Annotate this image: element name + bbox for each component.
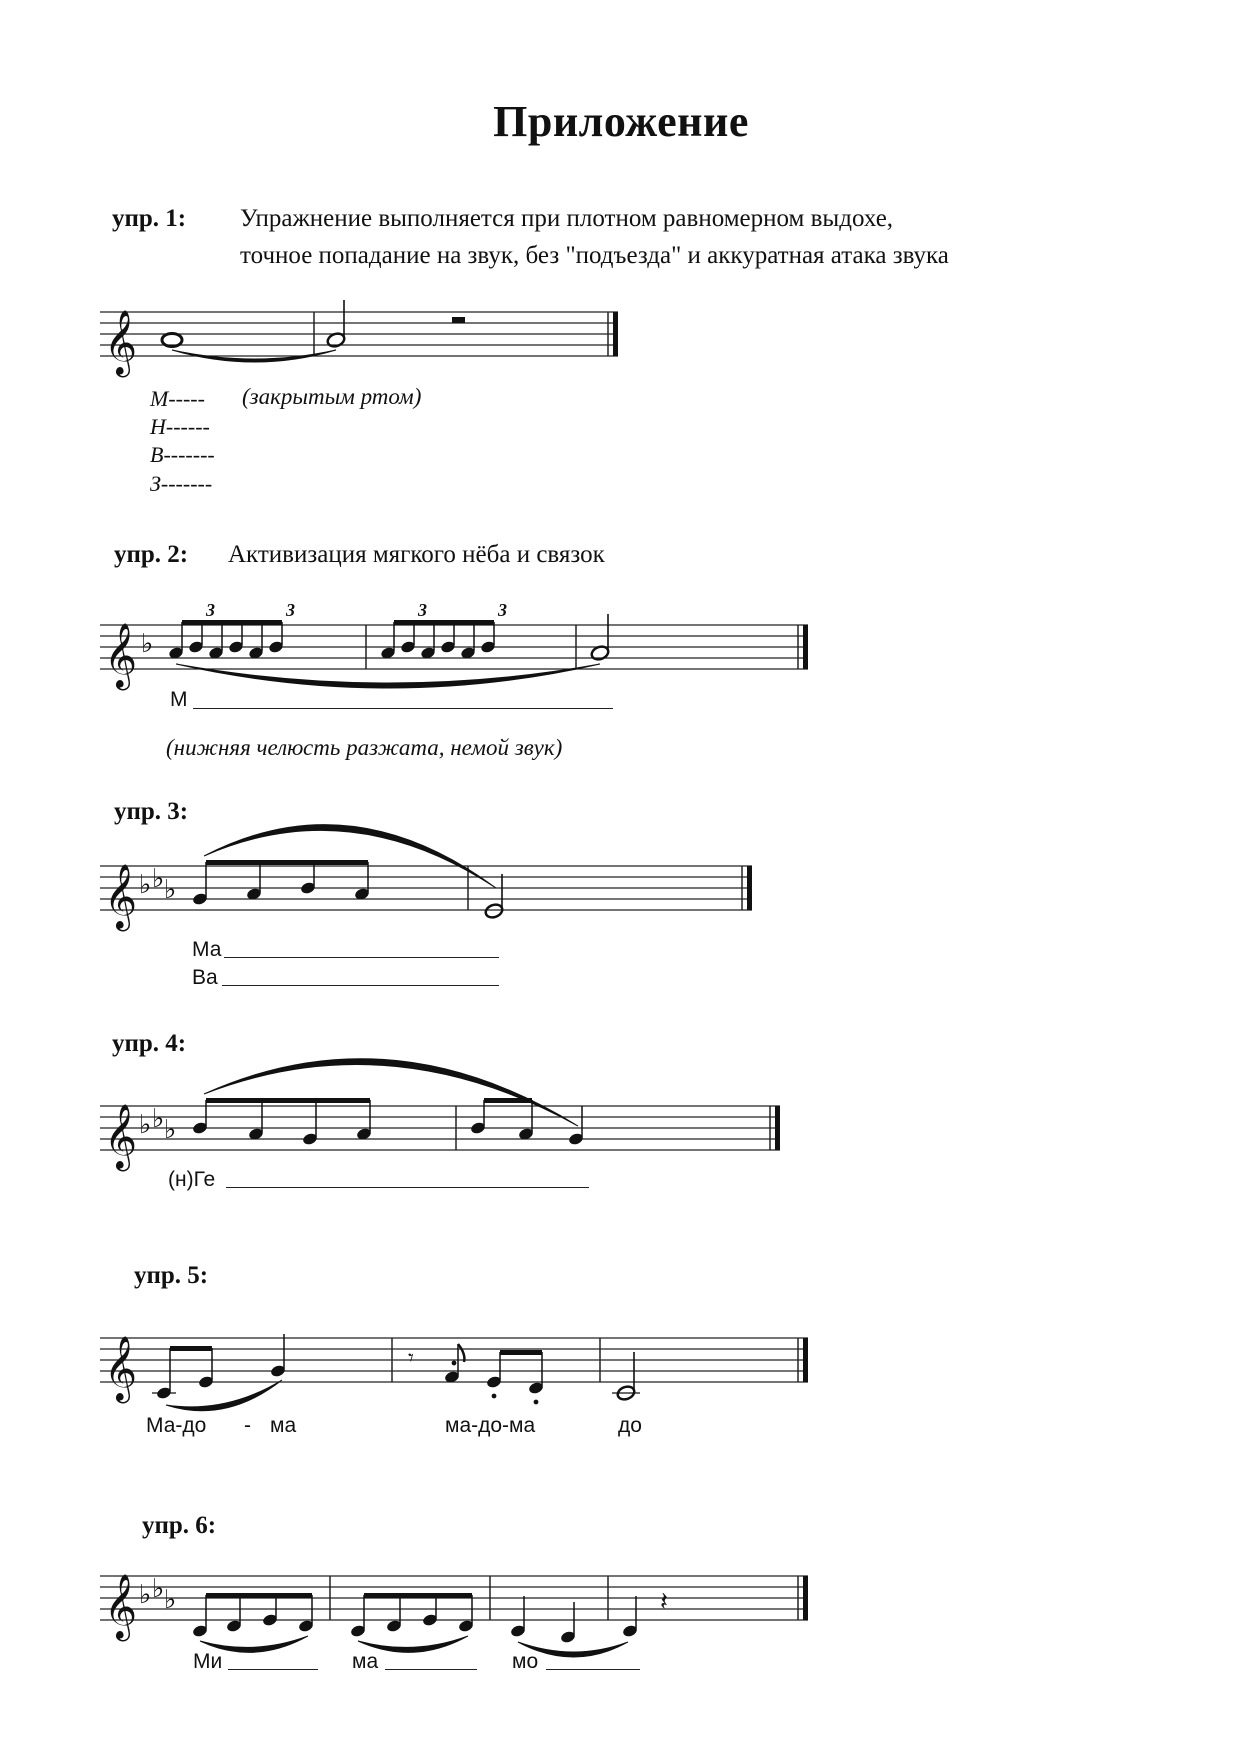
exercise-2-lyric: М (170, 688, 188, 711)
triplet-mark: 3 (206, 600, 215, 620)
exercise-5-lyric-do: до (618, 1414, 642, 1437)
svg-text:♭: ♭ (164, 875, 177, 905)
treble-clef-icon: 𝄞 (104, 1336, 138, 1401)
final-barline (803, 625, 808, 669)
slur (204, 825, 496, 888)
flat-key-signature-icon: ♭ (139, 1110, 152, 1140)
slur (204, 1059, 578, 1126)
treble-clef-icon: 𝄞 (104, 623, 138, 688)
exercise-2-label: упр. 2: (114, 541, 189, 568)
exercise-5-lyric-ma-do: Ма-до (146, 1414, 207, 1437)
exercise-1-description-line-2: точное попадание на звук, без "подъезда" и аккуратная атака звука (240, 242, 949, 269)
exercise-1-consonant-m: М----- (150, 386, 205, 411)
final-barline (747, 866, 752, 910)
final-barline (803, 1338, 808, 1382)
exercise-6-label: упр. 6: (142, 1512, 217, 1539)
slur (176, 664, 600, 688)
triplet-mark: 3 (286, 600, 295, 620)
final-barline (803, 1576, 808, 1620)
exercise-6-lyric-mi: Ми (193, 1650, 223, 1673)
lyric-extender-line (224, 957, 499, 958)
triplet-mark: 3 (498, 600, 507, 620)
exercise-1-consonant-z: З------- (150, 471, 213, 496)
svg-text:♭: ♭ (164, 1115, 177, 1145)
exercise-6-staff (0, 1545, 1242, 1665)
exercise-4-lyric: (н)Ге (168, 1168, 216, 1191)
eighth-rest-icon: 𝄾 (408, 1346, 414, 1371)
exercise-2-description: Активизация мягкого нёба и связок (228, 541, 605, 568)
exercise-5-lyric-hyphen: - (244, 1414, 251, 1437)
exercise-6-lyric-mo: мо (512, 1650, 539, 1673)
triplet-mark: 3 (418, 600, 427, 620)
half-rest (452, 317, 465, 323)
flat-key-signature-icon: ♭ (139, 870, 152, 900)
treble-clef-icon: 𝄞 (104, 864, 138, 929)
flat-key-signature-icon: ♭ (139, 1580, 152, 1610)
svg-text:♭: ♭ (152, 1104, 165, 1134)
exercise-1-note: (закрытым ртом) (242, 384, 422, 409)
svg-text:♭: ♭ (164, 1585, 177, 1615)
exercise-5-staff (0, 1300, 1242, 1430)
exercise-1-consonant-v: В------- (150, 442, 215, 467)
exercise-2-note: (нижняя челюсть разжата, немой звук) (166, 735, 563, 760)
exercise-6-lyric-ma: ма (352, 1650, 379, 1673)
lyric-extender-line (385, 1669, 477, 1670)
exercise-3-label: упр. 3: (114, 798, 189, 825)
quarter-rest-icon: 𝄽 (660, 1587, 668, 1617)
treble-clef-icon: 𝄞 (104, 1104, 138, 1169)
lyric-extender-line (222, 985, 499, 986)
exercise-3-lyric-va: Ва (192, 966, 218, 989)
exercise-4-label: упр. 4: (112, 1030, 187, 1057)
lyric-extender-line (546, 1669, 640, 1670)
lyric-extender-line (193, 708, 613, 709)
svg-text:♭: ♭ (152, 864, 165, 894)
treble-clef-icon: 𝄞 (104, 1574, 138, 1639)
lyric-extender-line (226, 1187, 589, 1188)
exercise-5-lyric-ma-do-ma: ма-до-ма (445, 1414, 536, 1437)
exercise-1-description-line-1: Упражнение выполняется при плотном равномерном выдохе, (240, 205, 894, 232)
final-barline (775, 1106, 780, 1150)
exercise-1-staff (0, 300, 1242, 390)
exercise-1-label: упр. 1: (112, 205, 187, 232)
treble-clef-icon: 𝄞 (104, 310, 138, 375)
exercise-4-staff (0, 1060, 1242, 1170)
exercise-1-consonant-n: Н------ (150, 414, 210, 439)
final-barline (613, 312, 618, 356)
exercise-5-lyric-ma: ма (270, 1414, 297, 1437)
exercise-3-lyric-ma: Ма (192, 938, 222, 961)
flat-key-signature-icon: ♭ (141, 629, 154, 659)
exercise-5-label: упр. 5: (134, 1262, 209, 1289)
slur (166, 1380, 282, 1411)
exercise-2-staff (0, 590, 1242, 700)
half-note (484, 902, 504, 919)
page-title: Приложение (493, 97, 749, 146)
exercise-3-staff (0, 830, 1242, 940)
svg-text:♭: ♭ (152, 1574, 165, 1604)
lyric-extender-line (228, 1669, 318, 1670)
